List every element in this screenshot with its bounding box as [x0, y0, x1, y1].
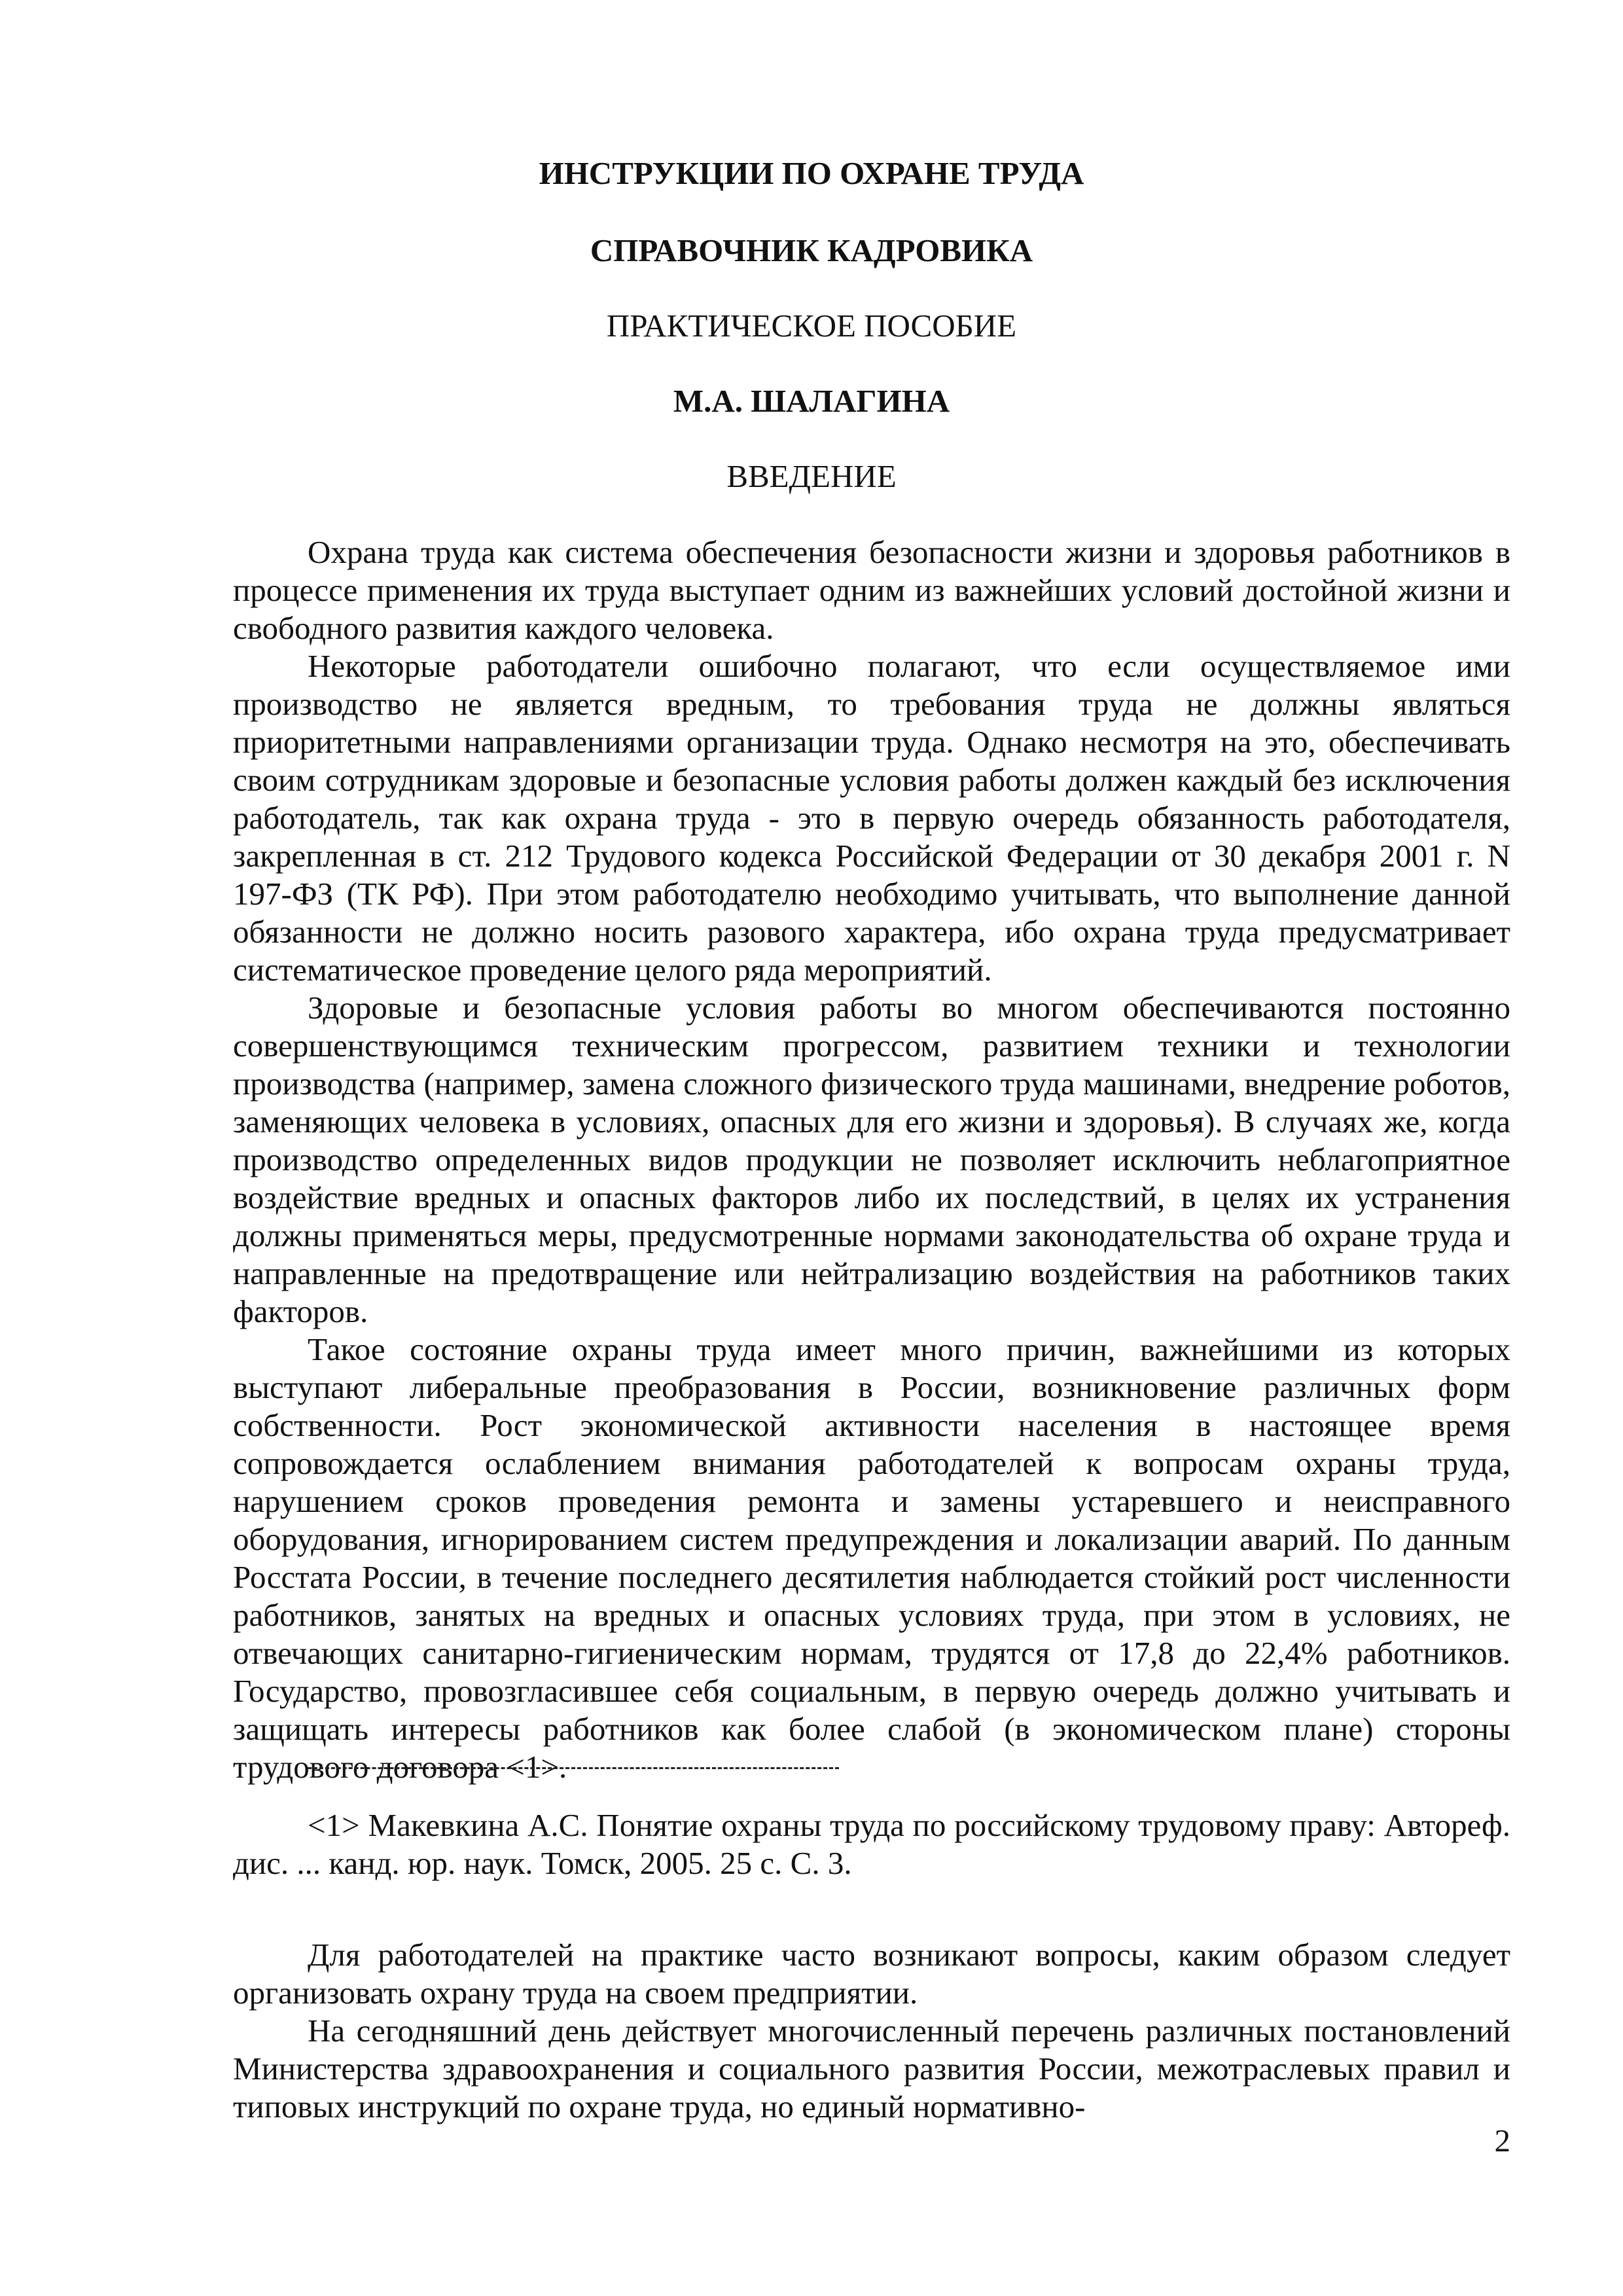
footnote-separator [308, 1767, 839, 1769]
paragraph: Для работодателей на практике часто возникают вопросы, каким образом следует организовать охрану труда на своем предприятии. [233, 1937, 1510, 2011]
continued-body [233, 1936, 1510, 2126]
paragraph: Такое состояние охраны труда имеет много причин, важнейшими из которых выступают либеральные преобразования в России, возникновение различных форм собственности. Рост экономической активности населения в настоящее время сопровождается ослаблением внимания работодателей к вопросам охраны труда, нарушением сроков проведения ремонта и замены устаревшего и неисправного оборудования, игнорированием систем предупреждения и локализации аварий. По данным Росстата России, в течение последнего десятилетия наблюдается стойкий рост численности работников, занятых на вредных и опасных условиях труда, при этом в условиях, не отвечающих санитарно-гигиеническим нормам, трудятся от 17,8 до 22,4% работников. Государство, провозгласившее себя социальным, в первую очередь должно учитывать и защищать интересы работников как более слабой (в экономическом плане) стороны трудового договора <1>. [233, 1331, 1510, 1785]
paragraph: На сегодняшний день действует многочисленный перечень различных постановлений Министерства здравоохранения и социального развития России, межотраслевых правил и типовых инструкций по охране труда, но единый нормативно- [233, 2013, 1510, 2125]
document-type: ПРАКТИЧЕСКОЕ ПОСОБИЕ [606, 308, 1017, 344]
introduction-body [233, 533, 1510, 1786]
document-author: М.А. ШАЛАГИНА [673, 383, 950, 419]
document-subtitle: СПРАВОЧНИК КАДРОВИКА [590, 232, 1033, 268]
section-heading: ВВЕДЕНИЕ [726, 458, 897, 494]
paragraph: Здоровые и безопасные условия работы во многом обеспечиваются постоянно совершенствующимся техническим прогрессом, развитием техники и технологии производства (например, замена сложного физического труда машинами, внедрение роботов, заменяющих человека в условиях, опасных для его жизни и здоровья). В случаях же, когда производство определенных видов продукции не позволяет исключить неблагоприятное воздействие вредных и опасных факторов либо их последствий, в целях их устранения должны применяться меры, предусмотренные нормами законодательства об охране труда и направленные на предотвращение или нейтрализацию воздействия на работников таких факторов. [233, 990, 1510, 1329]
document-title: ИНСТРУКЦИИ ПО ОХРАНЕ ТРУДА [539, 155, 1084, 191]
page-number: 2 [1494, 2123, 1510, 2159]
footnote [233, 1806, 1510, 1882]
paragraph: Некоторые работодатели ошибочно полагают, что если осуществляемое ими производство не является вредным, то требования труда не должны являться приоритетными направлениями организации труда. Однако несмотря на это, обеспечивать своим сотрудникам здоровые и безопасные условия работы должен каждый без исключения работодатель, так как охрана труда - это в первую очередь обязанность работодателя, закрепленная в ст. 212 Трудового кодекса Российской Федерации от 30 декабря 2001 г. N 197-ФЗ (ТК РФ). При этом работодателю необходимо учитывать, что выполнение данной обязанности не должно носить разового характера, ибо охрана труда предусматривает систематическое проведение целого ряда мероприятий. [233, 648, 1510, 988]
paragraph: Охрана труда как система обеспечения безопасности жизни и здоровья работников в процессе применения их труда выступает одним из важнейших условий достойной жизни и свободного развития каждого человека. [233, 534, 1510, 646]
footnote-text: <1> Макевкина А.С. Понятие охраны труда по российскому трудовому праву: Автореф. дис. ... канд. юр. наук. Томск, 2005. 25 с. С. 3. [233, 1807, 1510, 1881]
